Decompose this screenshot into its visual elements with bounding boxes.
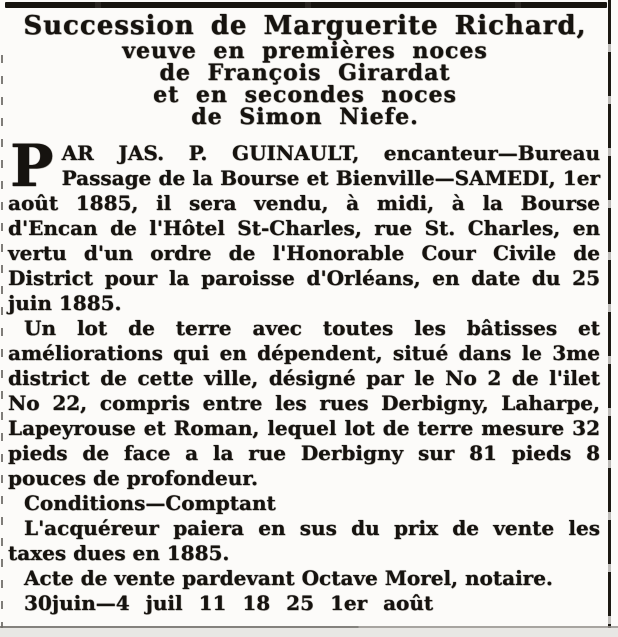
notice-body xyxy=(8,132,600,616)
notice-title-line4: et en secondes noces xyxy=(153,82,457,108)
taxes-paragraph: L'acquéreur paiera en sus du prix de vente les taxes dues en 1885. xyxy=(8,516,600,565)
lot-description-paragraph: Un lot de terre avec toutes les bâtisses et améliorations qui en dépendent, situé dans le 3me district de cette ville, désigné par le No 2 de l'ilet No 22, compris entre les rues Derbigny, Laharpe, Lapeyrouse et Roman, lequel lot de terre mesure 32 pieds de face a la rue Derbigny sur 81 pieds 8 pouces de profondeur. xyxy=(8,316,600,490)
left-column-rule xyxy=(1,55,3,637)
auction-details-paragraph xyxy=(8,132,600,316)
notice-title-line3: de François Girardat xyxy=(159,60,451,86)
notice-title-line5: de Simon Niefe. xyxy=(191,104,419,130)
notice-title-line1: Succession de Marguerite Richard, xyxy=(23,11,587,41)
top-rule-divider xyxy=(5,2,607,8)
conditions-line: Conditions—Comptant xyxy=(24,491,276,515)
page-edge-strip xyxy=(0,628,618,637)
publication-dateline: 30juin—4 juil 11 18 25 1er août xyxy=(24,591,434,615)
right-column-rule xyxy=(608,0,611,632)
notice-title-line2: veuve en premières noces xyxy=(122,38,488,64)
notary-paragraph: Acte de vente pardevant Octave Morel, notaire. xyxy=(24,566,553,590)
drop-cap-letter: P xyxy=(10,132,54,200)
auction-details-text: AR JAS. P. GUINAULT, encanteur—Bureau Passage de la Bourse et Bienville—SAMEDI, 1er août 1885, il sera vendu, à midi, à la Bourse d'Encan de l'Hôtel St-Charles, rue St. Charles, en vertu d'un ordre de l'Honorable Cour Civile de District pour la paroisse d'Orléans, en date du 25 juin 1885. xyxy=(8,141,600,315)
notice-header xyxy=(12,13,598,128)
